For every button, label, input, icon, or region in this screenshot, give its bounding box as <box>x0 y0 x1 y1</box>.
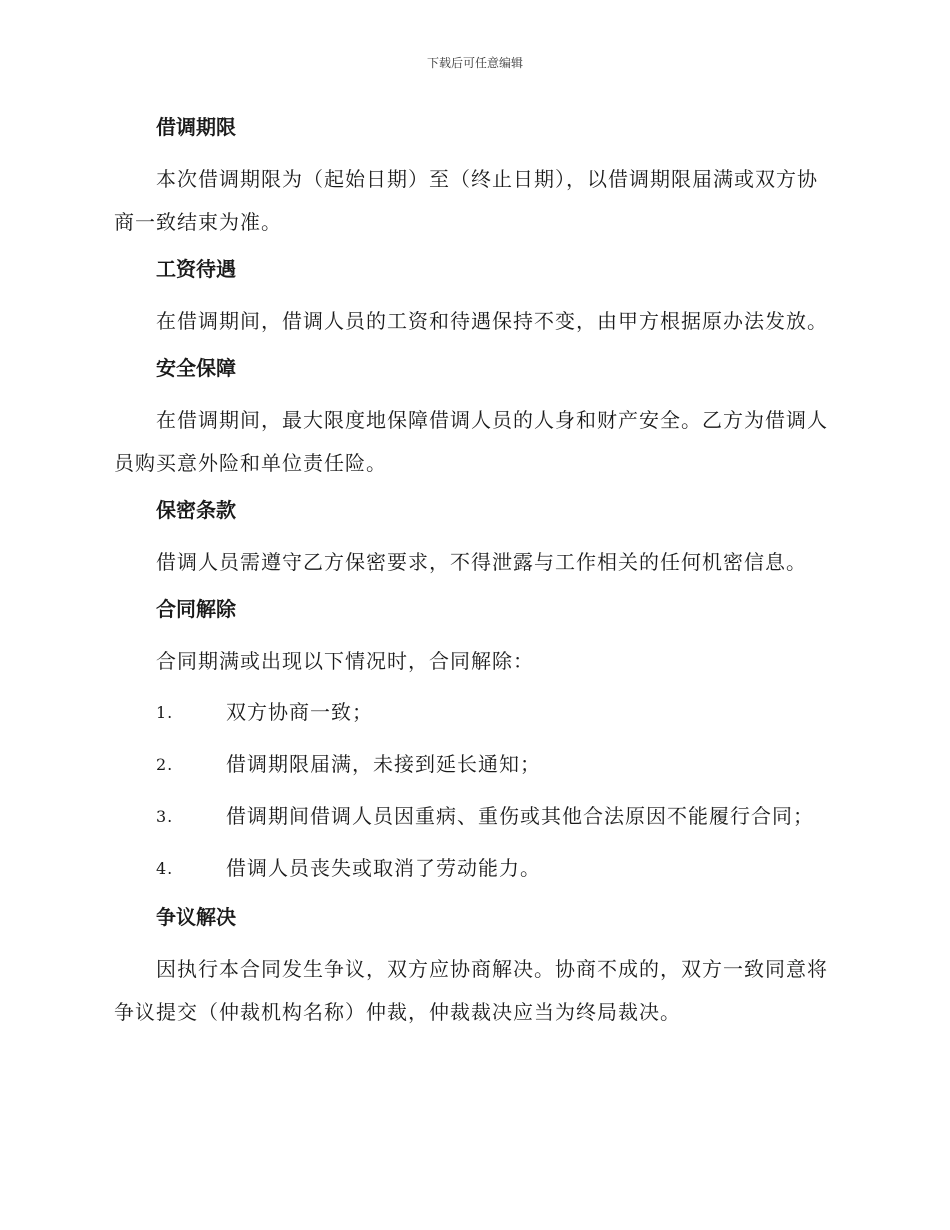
list-number: 4. <box>156 859 174 878</box>
section-paragraph: 借调人员需遵守乙方保密要求，不得泄露与工作相关的任何机密信息。 <box>156 550 807 574</box>
section-salary <box>114 252 834 343</box>
section-paragraph: 在借调期间，最大限度地保障借调人员的人身和财产安全。乙方为借调人员购买意外险和单位责任险。 <box>114 408 828 475</box>
section-heading: 争议解决 <box>156 905 236 929</box>
list-item <box>114 847 834 890</box>
list-number: 2. <box>156 755 174 774</box>
list-text: 双方协商一致； <box>226 700 373 724</box>
section-loan-period <box>114 110 834 244</box>
section-confidentiality <box>114 493 834 584</box>
section-heading: 借调期限 <box>156 115 236 139</box>
section-heading: 保密条款 <box>156 498 236 522</box>
list-text: 借调期限届满，未接到延长通知； <box>226 752 541 776</box>
section-heading: 合同解除 <box>156 597 236 621</box>
list-text: 借调人员丧失或取消了劳动能力。 <box>226 856 541 880</box>
section-paragraph: 因执行本合同发生争议，双方应协商解决。协商不成的，双方一致同意将争议提交（仲裁机构名称）仲裁，仲裁裁决应当为终局裁决。 <box>114 957 828 1024</box>
section-heading: 安全保障 <box>156 356 236 380</box>
termination-list <box>114 691 834 890</box>
list-item <box>114 691 834 734</box>
section-heading: 工资待遇 <box>156 257 236 281</box>
page-header: 下载后可任意编辑 <box>426 56 523 70</box>
section-paragraph: 本次借调期限为（起始日期）至（终止日期），以借调期限届满或双方协商一致结束为准。 <box>114 167 818 234</box>
section-paragraph: 合同期满或出现以下情况时，合同解除： <box>156 649 534 673</box>
document-body <box>114 110 834 1042</box>
list-number: 3. <box>156 807 174 826</box>
list-item <box>114 795 834 838</box>
section-termination <box>114 592 834 890</box>
list-item <box>114 743 834 786</box>
section-dispute <box>114 900 834 1034</box>
section-paragraph: 在借调期间，借调人员的工资和待遇保持不变，由甲方根据原办法发放。 <box>156 309 828 333</box>
list-text: 借调期间借调人员因重病、重伤或其他合法原因不能履行合同； <box>226 804 814 828</box>
list-number: 1. <box>156 703 174 722</box>
section-safety <box>114 351 834 485</box>
